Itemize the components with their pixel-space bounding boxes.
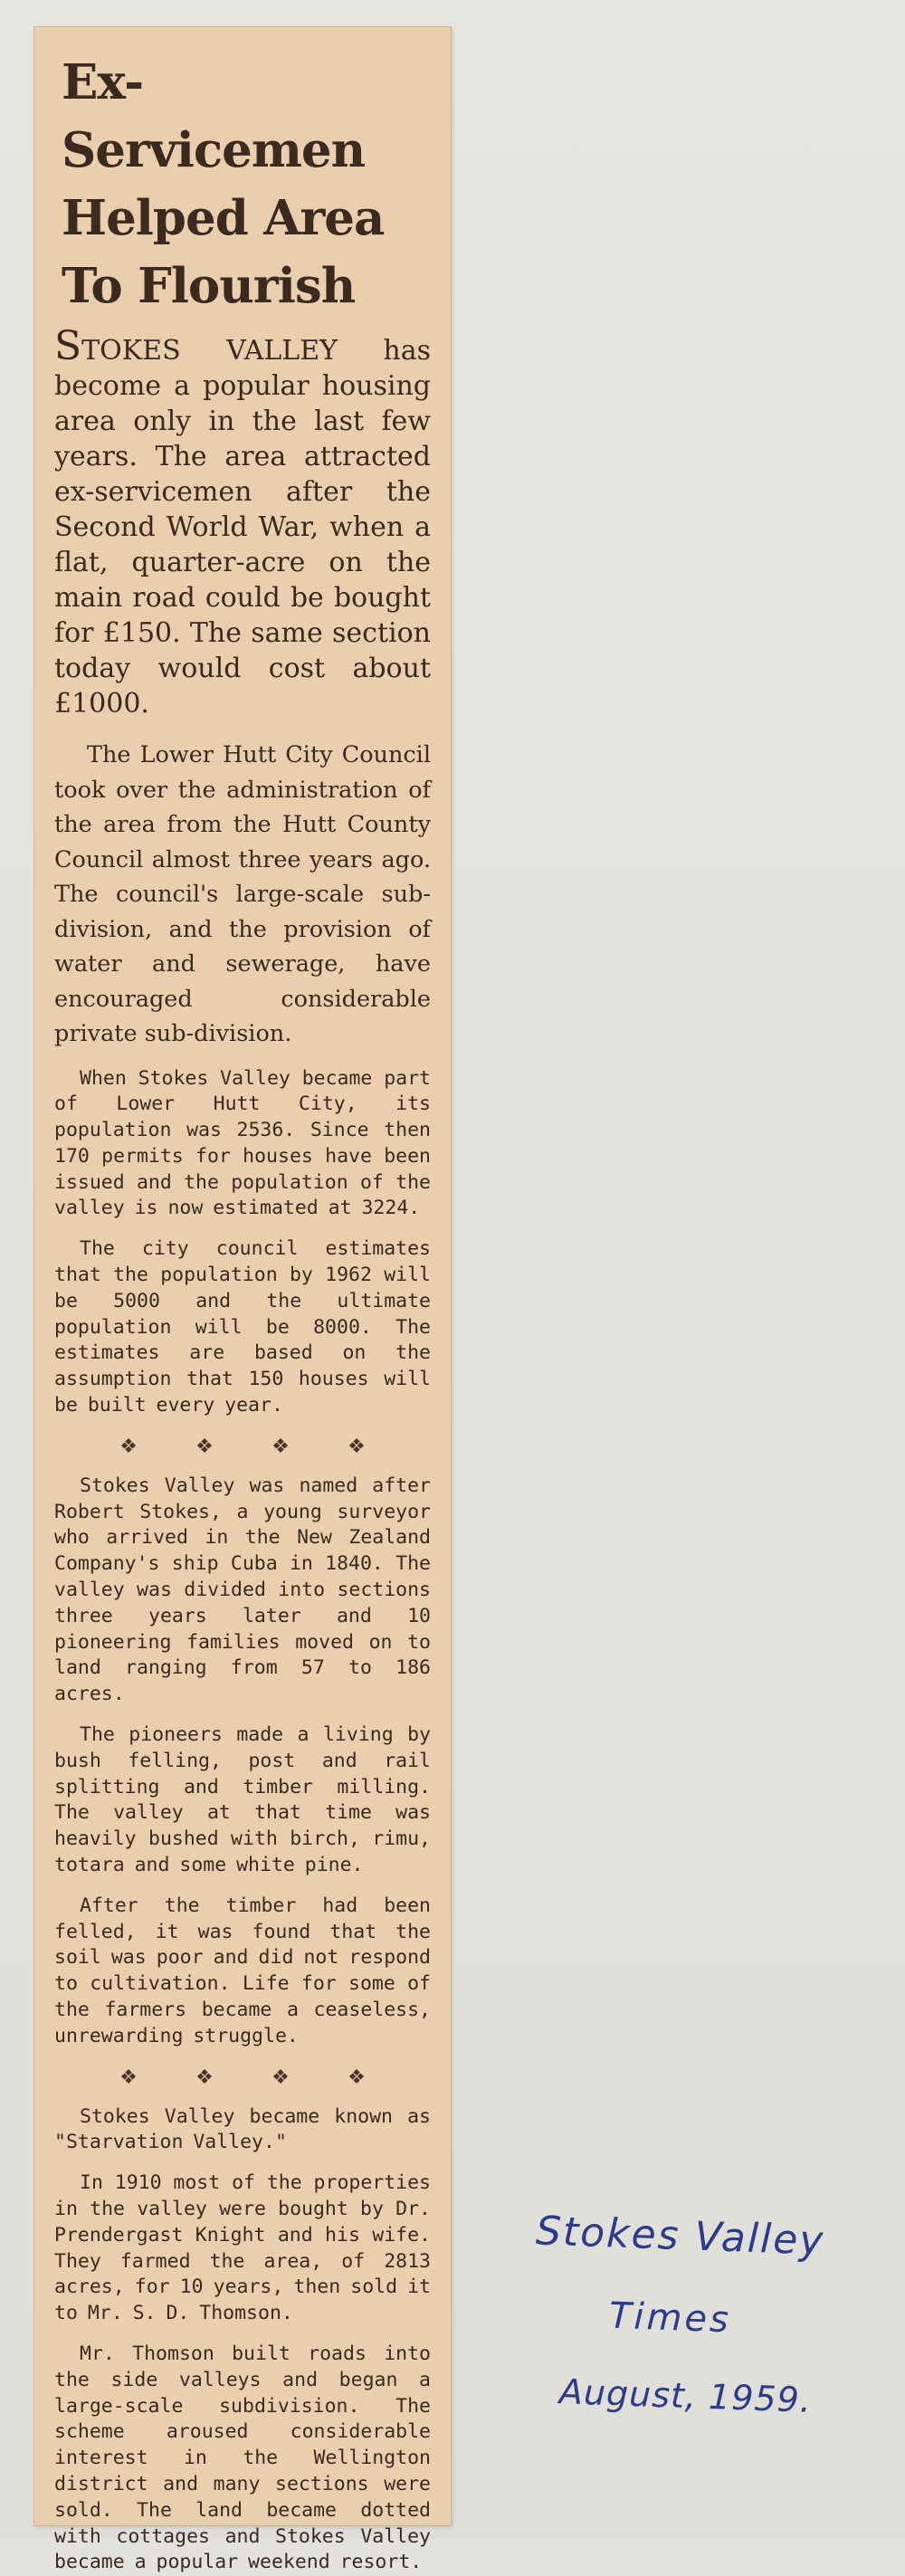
handwritten-source: Stokes Valley	[535, 2208, 826, 2265]
headline-line-2: Helped Area	[62, 190, 385, 246]
ornament-divider	[90, 1434, 395, 1461]
paragraph-population: When Stokes Valley became part of Lower Hutt City, its population was 2536. Since then 170 permits for houses have been issued and the population of the valley is now estimated at 3224.	[54, 1066, 431, 1220]
paragraph-starvation: Stokes Valley became known as "Starvation Valley."	[54, 2104, 431, 2154]
ornament-glyph: ❖	[348, 2066, 366, 2089]
lead-text: TOKES VALLEY has become a popular housing area only in the last few years. The area attracted ex-servicemen after the Second World War, when a flat, quarter-acre on the main road could be bought for £150. The same section today would cost about £1000.	[54, 335, 431, 720]
paragraph-estimates: The city council estimates that the population by 1962 will be 5000 and the ultimate population will be 8000. The estimates are based on the assumption that 150 houses will be built every year.	[54, 1237, 431, 1417]
headline-line-3: To Flourish	[62, 258, 356, 314]
ornament-glyph: ❖	[195, 2066, 214, 2089]
paragraph-council: The Lower Hutt City Council took over the administration of the area from the Hutt County Council almost three years ago. The council's large-scale sub-division, and the provision of water and sewerage, have encouraged considerable private sub-division.	[54, 741, 431, 1047]
ornament-glyph: ❖	[119, 2066, 138, 2089]
paragraph-soil: After the timber had been felled, it was found that the soil was poor and did not respond to cultivation. Life for some of the farmers became a ceaseless, unrewarding struggle.	[54, 1894, 431, 2047]
headline	[62, 49, 431, 320]
headline-line-1: Ex-Servicemen	[62, 54, 366, 178]
lead-paragraph	[54, 323, 431, 721]
ornament-glyph: ❖	[119, 1435, 138, 1458]
paragraph-knight: In 1910 most of the properties in the valley were bought by Dr. Prendergast Knight and his wife. They farmed the area, of 2813 acres, for 10 years, then sold it to Mr. S. D. Thomson.	[54, 2171, 431, 2325]
handwritten-publication: Times	[608, 2295, 732, 2342]
ornament-glyph: ❖	[348, 1435, 366, 1458]
ornament-glyph: ❖	[272, 2066, 290, 2089]
ornament-divider	[90, 2065, 395, 2092]
newspaper-clipping	[34, 27, 451, 2574]
ornament-glyph: ❖	[272, 1435, 290, 1458]
drop-cap: S	[54, 323, 82, 369]
ornament-glyph: ❖	[195, 1435, 214, 1458]
paragraph-naming: Stokes Valley was named after Robert Stokes, a young surveyor who arrived in the New Zealand Company's ship Cuba in 1840. The valley was divided into sections three years later and 10 pioneering families moved on to land ranging from 57 to 186 acres.	[54, 1474, 431, 1706]
paragraph-pioneers: The pioneers made a living by bush felling, post and rail splitting and timber milling. The valley at that time was heavily bushed with birch, rimu, totara and some white pine.	[54, 1723, 431, 1877]
handwritten-date: August, 1959.	[558, 2371, 813, 2420]
paragraph-thomson: Mr. Thomson built roads into the side valleys and began a large-scale subdivision. The scheme aroused considerable interest in the Wellington district and many sections were sold. The land became dotted with cottages and Stokes Valley became a popular weekend resort.	[54, 2342, 431, 2574]
